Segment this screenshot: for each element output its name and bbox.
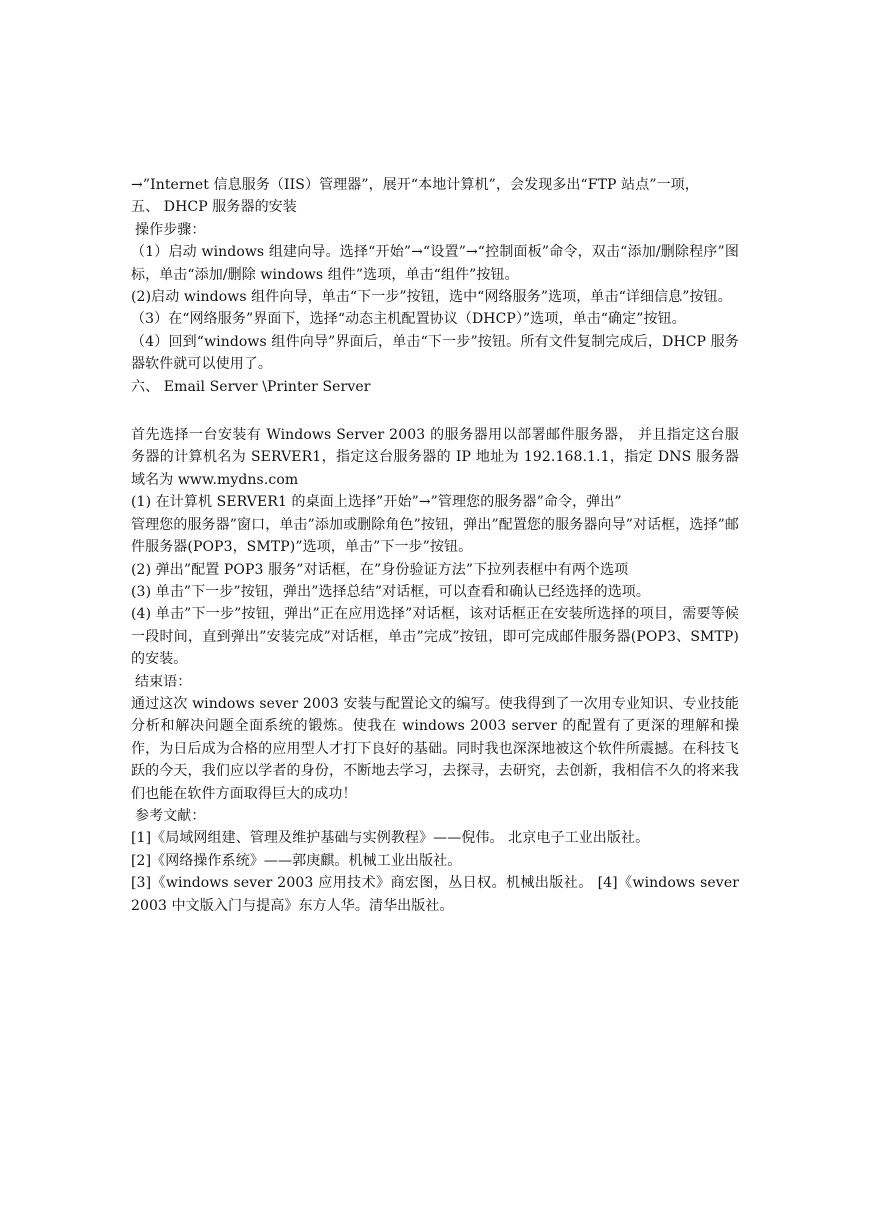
steps-label: 操作步骤：	[135, 221, 206, 238]
conclusion-paragraph: 通过这次 windows sever 2003 安装与配置论文的编写。使我得到了一次用专业知识、专业技能分析和解决问题全面系统的锻炼。使我在 windows 2003 server 的配置有了更深的理解和操作，为日后成为合格的应用型人才打下良好的基础。同时我也深深地被这个软件所震撼。在科技飞跃的今天，我们应以学者的身份，不断地去学习，去探寻，去研究，去创新，我相信不久的将来我们也能在软件方面取得巨大的成功！	[131, 695, 739, 802]
email-step-1-continued: 管理您的服务器”窗口，单击”添加或删除角色”按钮，弹出”配置您的服务器向导”对话框，选择”邮件服务器(POP3，SMTP)”选项，单击”下一步”按钮。	[131, 516, 739, 556]
blank-line	[131, 398, 739, 424]
dhcp-step-1: （1）启动 windows 组建向导。选择“开始”→“设置”→“控制面板”命令，双击“添加/删除程序”图标，单击“添加/删除 windows 组件”选项，单击“组件”按钮。	[131, 244, 739, 283]
references-heading: 参考文献：	[135, 807, 206, 824]
email-step-2: (2) 弹出”配置 POP3 服务”对话框，在”身份验证方法”下拉列表框中有两个选项	[131, 561, 629, 578]
email-intro-paragraph: 首先选择一台安装有 Windows Server 2003 的服务器用以部署邮件服务器， 并且指定这台服务器的计算机名为 SERVER1，指定这台服务器的 IP 地址为 192.168.1.1，指定 DNS 服务器域名为 www.mydns.com	[131, 427, 739, 488]
email-step-3: (3) 单击”下一步”按钮，弹出”选择总结”对话框，可以查看和确认已经选择的选项。	[131, 583, 651, 600]
email-step-4: (4) 单击”下一步”按钮，弹出”正在应用选择”对话框，该对话框正在安装所选择的项目，需要等候一段时间，直到弹出”安装完成”对话框，单击”完成”按钮，即可完成邮件服务器(POP3、SMTP)的安装。	[131, 606, 739, 668]
email-step-1: (1) 在计算机 SERVER1 的桌面上选择”开始”→”管理您的服务器”命令，弹出”	[131, 494, 622, 511]
reference-item-2: [2]《网络操作系统》——郭庚麒。机械工业出版社。	[131, 852, 462, 869]
dhcp-step-3: （3）在“网络服务”界面下，选择“动态主机配置协议（DHCP）”选项，单击“确定”按钮。	[131, 311, 686, 328]
paragraph-iis-continuation: →”Internet 信息服务（IIS）管理器”，展开“本地计算机”，会发现多出“FTP 站点”一项，	[131, 177, 699, 193]
dhcp-step-2: (2)启动 windows 组件向导，单击“下一步”按钮，选中“网络服务”选项，单击“详细信息”按钮。	[131, 289, 732, 306]
section-heading-email-printer: 六、 Email Server \Printer Server	[131, 378, 371, 395]
reference-item-1: [1]《局域网组建、管理及维护基础与实例教程》——倪伟。 北京电子工业出版社。	[131, 830, 650, 847]
dhcp-step-4: （4）回到“windows 组件向导”界面后，单击“下一步”按钮。所有文件复制完成后，DHCP 服务器软件就可以使用了。	[131, 333, 739, 373]
document-page	[131, 174, 739, 917]
conclusion-heading: 结束语：	[135, 673, 192, 690]
section-heading-dhcp: 五、 DHCP 服务器的安装	[131, 199, 297, 216]
reference-item-3-4: [3]《windows sever 2003 应用技术》商宏图，丛日权。机械出版社。 [4]《windows sever 2003 中文版入门与提高》东方人华。清华出版社。	[131, 875, 739, 914]
